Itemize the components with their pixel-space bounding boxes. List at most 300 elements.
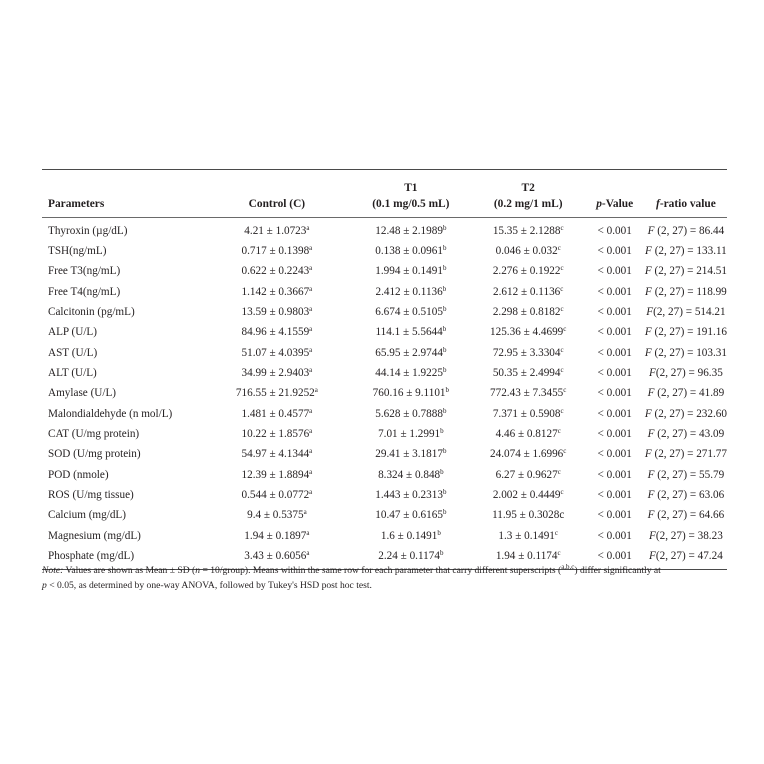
cell-f-ratio	[645, 506, 727, 526]
t2-superscript: c	[557, 549, 561, 558]
t1-value: 29.41 ± 3.1817	[375, 448, 443, 461]
t1-value: 44.14 ± 1.9225	[375, 366, 443, 379]
t2-superscript: c	[560, 304, 564, 313]
f-label: F	[644, 326, 652, 339]
control-superscript: a	[309, 345, 313, 354]
parameter-name: Phosphate (mg/dL)	[48, 550, 135, 563]
p-value: < 0.001	[597, 326, 632, 339]
cell-t1	[350, 282, 472, 302]
cell-t2	[472, 485, 585, 505]
cell-parameter	[42, 404, 204, 424]
parameter-name: Free T4(ng/mL)	[48, 285, 121, 298]
p-value: < 0.001	[597, 305, 632, 318]
parameter-name: Magnesium (mg/dL)	[48, 529, 141, 542]
control-value: 1.481 ± 0.4577	[241, 407, 310, 420]
cell-f-ratio	[645, 424, 727, 444]
f-ratio-value: (2, 27) = 103.31	[651, 346, 727, 359]
cell-t2	[472, 506, 585, 526]
cell-t2	[472, 445, 585, 465]
table-row	[42, 282, 727, 302]
t1-value: 1.994 ± 0.1491	[375, 265, 443, 278]
results-table	[42, 169, 727, 570]
note-n: n	[195, 565, 201, 576]
header-p-value-italic: p	[596, 197, 602, 210]
parameter-name: Malondialdehyde (n mol/L)	[48, 407, 173, 420]
cell-control	[204, 445, 350, 465]
header-t1-title: T1	[404, 182, 418, 195]
f-ratio-value: (2, 27) = 47.24	[655, 550, 723, 563]
header-t1-dose: (0.1 mg/0.5 mL)	[372, 197, 450, 210]
f-ratio-value: (2, 27) = 43.09	[654, 428, 725, 440]
parameter-name: Calcitonin (pg/mL)	[48, 305, 135, 318]
t2-value: 125.36 ± 4.4699	[490, 326, 564, 339]
t2-superscript: c	[560, 365, 564, 374]
cell-p-value	[585, 343, 645, 363]
t2-value: 2.298 ± 0.8182	[492, 305, 561, 318]
cell-control	[204, 424, 350, 444]
t2-value: 50.35 ± 2.4994	[492, 366, 561, 379]
header-t1	[350, 170, 472, 218]
cell-control	[204, 282, 350, 302]
header-f-ratio	[645, 170, 727, 218]
control-value: 1.142 ± 0.3667	[241, 285, 310, 298]
control-value: 13.59 ± 0.9803	[241, 305, 310, 318]
cell-parameter	[42, 343, 204, 363]
control-value: 1.94 ± 0.1897	[244, 529, 307, 542]
cell-t1	[350, 343, 472, 363]
p-value: < 0.001	[597, 468, 632, 481]
cell-t2	[472, 384, 585, 404]
control-value: 84.96 ± 4.1559	[241, 326, 310, 339]
control-value: 4.21 ± 1.0723	[244, 224, 307, 237]
cell-t2	[472, 262, 585, 282]
cell-f-ratio	[645, 465, 727, 485]
control-superscript: a	[309, 447, 313, 456]
cell-parameter	[42, 424, 204, 444]
t2-value: 72.95 ± 3.3304	[492, 346, 561, 359]
cell-t1	[350, 241, 472, 261]
results-table-container	[42, 169, 727, 570]
t2-superscript: c	[560, 264, 564, 273]
note-label: Note:	[42, 565, 64, 576]
p-value: < 0.001	[597, 387, 632, 400]
f-ratio-value: (2, 27) = 86.44	[654, 224, 725, 237]
t2-superscript: c	[563, 447, 567, 456]
control-superscript: a	[309, 264, 313, 273]
p-value: < 0.001	[597, 529, 632, 542]
note-text-3: ) differ significantly at	[574, 565, 661, 576]
note-superscripts: a,b,c	[561, 563, 575, 571]
control-value: 0.622 ± 0.2243	[241, 265, 310, 278]
cell-control	[204, 485, 350, 505]
header-f-ratio-rest: -ratio value	[659, 197, 716, 210]
parameter-name: POD (nmole)	[48, 468, 109, 481]
t1-superscript: b	[442, 365, 447, 374]
f-label: F	[647, 387, 655, 400]
t2-superscript: c	[557, 427, 561, 435]
cell-t2	[472, 302, 585, 322]
note-text-4: < 0.05, as determined by one-way ANOVA, followed by Tukey's HSD post hoc test.	[46, 580, 372, 591]
control-superscript: a	[309, 365, 313, 374]
parameter-name: AST (U/L)	[48, 346, 98, 359]
cell-t2	[472, 465, 585, 485]
p-value: < 0.001	[597, 448, 632, 461]
table-row	[42, 262, 727, 282]
p-value: < 0.001	[597, 509, 632, 522]
t1-value: 12.48 ± 2.1989	[375, 224, 443, 237]
f-ratio-value: (2, 27) = 96.35	[655, 366, 723, 379]
cell-f-ratio	[645, 384, 727, 404]
t1-superscript: b	[440, 467, 444, 476]
f-label: F	[644, 407, 652, 420]
cell-control	[204, 302, 350, 322]
header-t2-title: T2	[521, 182, 535, 195]
control-value: 34.99 ± 2.9403	[241, 366, 310, 379]
f-ratio-value: (2, 27) = 191.16	[651, 326, 727, 339]
control-superscript: a	[303, 508, 307, 517]
cell-control	[204, 363, 350, 383]
header-p-value-rest: -Value	[601, 197, 634, 210]
t2-value: 2.002 ± 0.4449	[492, 489, 561, 502]
control-superscript: a	[309, 304, 313, 313]
parameter-name: Amylase (U/L)	[48, 387, 117, 400]
cell-t2	[472, 526, 585, 546]
t2-value: 1.94 ± 0.1174	[495, 550, 558, 563]
f-label: F	[644, 346, 652, 359]
t1-superscript: b	[442, 345, 447, 354]
cell-t1	[350, 384, 472, 404]
table-row	[42, 526, 727, 546]
cell-t1	[350, 445, 472, 465]
cell-parameter	[42, 526, 204, 546]
table-row	[42, 323, 727, 343]
p-value: < 0.001	[597, 366, 632, 379]
f-label: F	[644, 448, 652, 461]
f-ratio-value: (2, 27) = 133.11	[651, 244, 727, 257]
t2-superscript: c	[563, 325, 567, 334]
t1-superscript: b	[437, 528, 441, 537]
parameter-name: Calcium (mg/dL)	[48, 509, 126, 522]
table-row	[42, 506, 727, 526]
table-row	[42, 218, 727, 242]
control-value: 54.97 ± 4.1344	[241, 448, 310, 461]
t1-superscript: b	[439, 549, 444, 558]
f-label: F	[649, 529, 656, 542]
table-row	[42, 363, 727, 383]
header-f-ratio-italic: f	[656, 197, 660, 210]
cell-f-ratio	[645, 404, 727, 424]
cell-parameter	[42, 282, 204, 302]
cell-t2	[472, 424, 585, 444]
cell-p-value	[585, 404, 645, 424]
cell-control	[204, 384, 350, 404]
cell-f-ratio	[645, 218, 727, 242]
cell-f-ratio	[645, 241, 727, 261]
cell-t1	[350, 218, 472, 242]
cell-parameter	[42, 506, 204, 526]
t1-value: 2.412 ± 0.1136	[375, 285, 443, 298]
parameter-name: Thyroxin (µg/dL)	[48, 224, 128, 237]
parameter-name: Free T3(ng/mL)	[48, 265, 121, 278]
f-label: F	[647, 489, 655, 502]
t1-value: 114.1 ± 5.5644	[375, 326, 443, 339]
p-value: < 0.001	[597, 407, 632, 420]
cell-t1	[350, 485, 472, 505]
f-label: F	[645, 244, 652, 257]
note-text-1: Values are shown as Mean ± SD (	[63, 565, 196, 576]
t1-superscript: b	[442, 304, 447, 313]
control-superscript: a	[309, 325, 313, 334]
header-parameters-label: Parameters	[48, 197, 105, 210]
f-ratio-value: (2, 27) = 232.60	[651, 407, 727, 420]
p-value: < 0.001	[597, 550, 632, 563]
t1-value: 7.01 ± 1.2991	[378, 428, 441, 440]
cell-p-value	[585, 302, 645, 322]
cell-parameter	[42, 302, 204, 322]
cell-p-value	[585, 262, 645, 282]
cell-p-value	[585, 465, 645, 485]
t1-value: 5.628 ± 0.7888	[375, 407, 443, 420]
t2-value: 2.276 ± 0.1922	[492, 265, 561, 278]
cell-t2	[472, 241, 585, 261]
f-ratio-value: (2, 27) = 41.89	[654, 387, 725, 400]
t1-value: 2.24 ± 0.1174	[378, 550, 440, 563]
header-t2-dose: (0.2 mg/1 mL)	[493, 197, 563, 210]
f-label: F	[649, 366, 656, 379]
parameter-name: ALT (U/L)	[48, 366, 97, 379]
control-value: 3.43 ± 0.6056	[244, 550, 307, 563]
cell-control	[204, 506, 350, 526]
control-superscript: a	[306, 223, 310, 232]
table-row	[42, 302, 727, 322]
cell-parameter	[42, 485, 204, 505]
cell-t1	[350, 262, 472, 282]
cell-t2	[472, 282, 585, 302]
cell-f-ratio	[645, 302, 727, 322]
t2-superscript: c	[560, 406, 564, 415]
cell-parameter	[42, 218, 204, 242]
control-superscript: a	[309, 488, 313, 497]
p-value: < 0.001	[597, 224, 632, 237]
cell-p-value	[585, 424, 645, 444]
table-row	[42, 485, 727, 505]
t1-superscript: b	[442, 406, 447, 415]
control-superscript: a	[309, 406, 313, 415]
cell-t1	[350, 404, 472, 424]
p-value: < 0.001	[597, 346, 632, 359]
cell-p-value	[585, 241, 645, 261]
f-label: F	[646, 305, 654, 318]
cell-p-value	[585, 485, 645, 505]
cell-t1	[350, 526, 472, 546]
p-value: < 0.001	[597, 265, 632, 278]
t2-superscript: c	[560, 223, 564, 232]
cell-p-value	[585, 323, 645, 343]
cell-t1	[350, 363, 472, 383]
cell-p-value	[585, 282, 645, 302]
control-superscript: a	[309, 427, 313, 435]
t2-value: 11.95 ± 0.3028c	[492, 509, 565, 522]
cell-t1	[350, 302, 472, 322]
parameter-name: CAT (U/mg protein)	[48, 428, 140, 440]
control-value: 10.22 ± 1.8576	[241, 428, 310, 440]
cell-parameter	[42, 262, 204, 282]
f-ratio-value: (2, 27) = 214.51	[651, 265, 727, 278]
table-row	[42, 445, 727, 465]
f-ratio-value: (2, 27) = 63.06	[654, 489, 725, 502]
cell-t1	[350, 424, 472, 444]
p-value: < 0.001	[597, 428, 632, 440]
cell-f-ratio	[645, 343, 727, 363]
t2-superscript: c	[560, 345, 564, 354]
cell-f-ratio	[645, 262, 727, 282]
table-row	[42, 384, 727, 404]
t1-superscript: b	[442, 223, 447, 232]
t2-value: 4.46 ± 0.8127	[495, 428, 558, 440]
control-value: 9.4 ± 0.5375	[247, 509, 304, 522]
f-label: F	[645, 285, 652, 298]
f-label: F	[647, 428, 655, 440]
table-row	[42, 404, 727, 424]
t1-value: 10.47 ± 0.6165	[375, 509, 443, 522]
table-footnote	[42, 563, 732, 593]
cell-f-ratio	[645, 363, 727, 383]
control-superscript: a	[309, 467, 313, 476]
t2-value: 772.43 ± 7.3455	[490, 387, 564, 400]
cell-t2	[472, 404, 585, 424]
cell-p-value	[585, 363, 645, 383]
control-superscript: a	[309, 243, 313, 252]
t1-superscript: b	[442, 284, 447, 293]
control-value: 716.55 ± 21.9252	[235, 387, 315, 400]
t1-superscript: b	[442, 488, 447, 497]
header-parameters	[42, 170, 204, 218]
f-label: F	[647, 509, 655, 522]
note-text-2: = 10/group). Means within the same row for each parameter that carry different superscripts (	[200, 565, 562, 576]
parameter-name: SOD (U/mg protein)	[48, 448, 141, 461]
t1-value: 8.324 ± 0.848	[378, 468, 441, 481]
control-superscript: a	[309, 284, 313, 293]
t1-value: 6.674 ± 0.5105	[375, 305, 443, 318]
t2-value: 24.074 ± 1.6996	[490, 448, 564, 461]
cell-f-ratio	[645, 485, 727, 505]
p-value: < 0.001	[597, 285, 632, 298]
header-p-value	[585, 170, 645, 218]
cell-p-value	[585, 445, 645, 465]
f-ratio-value: (2, 27) = 55.79	[654, 468, 725, 481]
t1-superscript: b	[442, 243, 447, 252]
parameter-name: ALP (U/L)	[48, 326, 97, 339]
f-ratio-value: (2, 27) = 118.99	[651, 285, 727, 298]
t1-value: 1.443 ± 0.2313	[375, 489, 443, 502]
cell-parameter	[42, 363, 204, 383]
cell-f-ratio	[645, 323, 727, 343]
cell-control	[204, 241, 350, 261]
cell-parameter	[42, 323, 204, 343]
cell-control	[204, 218, 350, 242]
cell-f-ratio	[645, 445, 727, 465]
cell-parameter	[42, 384, 204, 404]
t2-superscript: c	[560, 284, 564, 293]
parameter-name: ROS (U/mg tissue)	[48, 489, 134, 502]
f-ratio-value: (2, 27) = 271.77	[651, 448, 727, 461]
cell-t2	[472, 218, 585, 242]
parameter-name: TSH(ng/mL)	[48, 244, 107, 257]
control-superscript: a	[306, 549, 310, 558]
cell-f-ratio	[645, 282, 727, 302]
t1-superscript: b	[442, 264, 447, 273]
f-label: F	[644, 265, 652, 278]
table-header-row	[42, 170, 727, 218]
cell-t1	[350, 506, 472, 526]
cell-t1	[350, 323, 472, 343]
control-value: 0.544 ± 0.0772	[241, 489, 310, 502]
t2-value: 15.35 ± 2.1288	[492, 224, 561, 237]
f-ratio-value: (2, 27) = 514.21	[653, 305, 726, 318]
cell-control	[204, 465, 350, 485]
cell-t1	[350, 465, 472, 485]
t1-superscript: b	[440, 427, 444, 435]
t1-value: 0.138 ± 0.0961	[375, 244, 443, 257]
f-label: F	[647, 224, 655, 237]
cell-control	[204, 323, 350, 343]
cell-control	[204, 262, 350, 282]
f-ratio-value: (2, 27) = 38.23	[655, 529, 723, 542]
table-row	[42, 343, 727, 363]
note-p: p	[42, 580, 47, 591]
p-value: < 0.001	[597, 489, 632, 502]
header-control-label: Control (C)	[248, 197, 306, 210]
t1-superscript: b	[442, 325, 447, 334]
cell-p-value	[585, 218, 645, 242]
cell-p-value	[585, 506, 645, 526]
cell-parameter	[42, 241, 204, 261]
cell-t2	[472, 363, 585, 383]
t2-value: 0.046 ± 0.032	[495, 244, 558, 257]
t1-value: 760.16 ± 9.1101	[372, 387, 446, 400]
control-value: 51.07 ± 4.0395	[241, 346, 310, 359]
cell-control	[204, 343, 350, 363]
t2-superscript: c	[560, 488, 564, 497]
p-value: < 0.001	[597, 244, 632, 257]
cell-p-value	[585, 526, 645, 546]
cell-control	[204, 404, 350, 424]
t2-value: 6.27 ± 0.9627	[495, 468, 558, 481]
control-superscript: a	[314, 386, 318, 395]
t2-value: 2.612 ± 0.1136	[493, 285, 561, 298]
table-body	[42, 218, 727, 570]
cell-p-value	[585, 384, 645, 404]
header-t2	[472, 170, 585, 218]
t2-superscript: c	[557, 243, 561, 252]
cell-parameter	[42, 465, 204, 485]
control-superscript: a	[306, 528, 310, 537]
table-row	[42, 241, 727, 261]
cell-f-ratio	[645, 526, 727, 546]
control-value: 0.717 ± 0.1398	[241, 244, 310, 257]
t1-value: 1.6 ± 0.1491	[380, 529, 438, 542]
t2-superscript: c	[554, 528, 558, 537]
cell-parameter	[42, 445, 204, 465]
f-label: F	[649, 550, 656, 563]
t2-superscript: c	[557, 467, 561, 476]
cell-t2	[472, 323, 585, 343]
t1-superscript: b	[442, 508, 447, 517]
control-value: 12.39 ± 1.8894	[241, 468, 310, 481]
f-ratio-value: (2, 27) = 64.66	[654, 509, 725, 522]
t1-superscript: b	[442, 447, 447, 456]
cell-control	[204, 526, 350, 546]
